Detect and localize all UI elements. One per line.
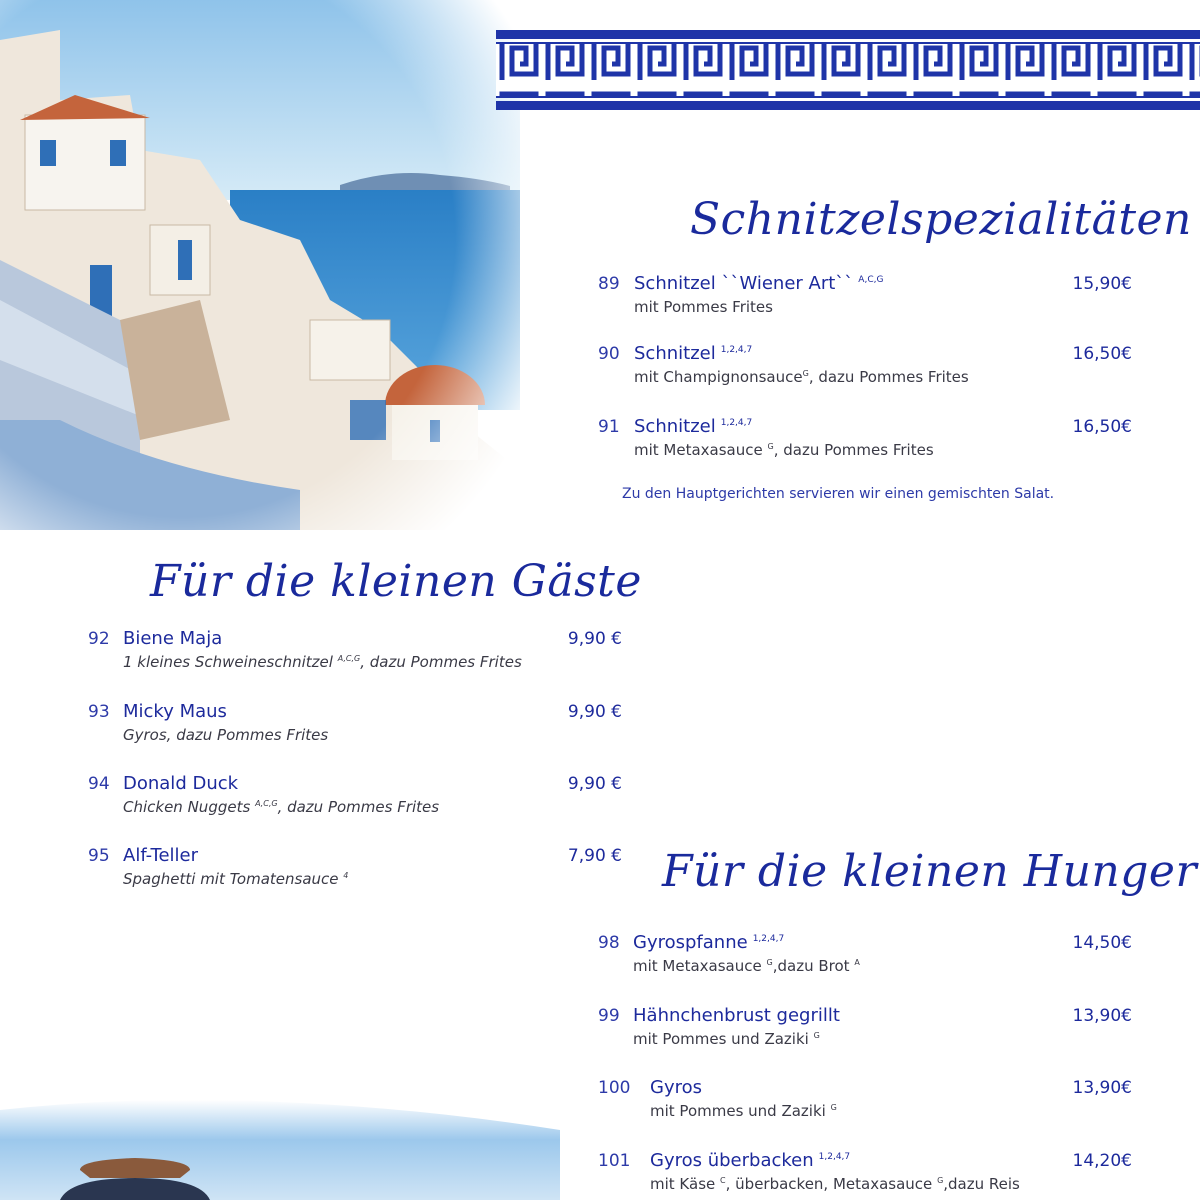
- menu-item: [598, 1006, 1138, 1056]
- item-name: Gyrospfanne $^{1,2,4,7}$: [633, 932, 785, 953]
- menu-item: [598, 1151, 1138, 1200]
- item-name: Hähnchenbrust gegrillt: [633, 1005, 840, 1026]
- item-description: Gyros, dazu Pommes Frites: [123, 726, 329, 744]
- item-name: Alf-Teller: [123, 845, 198, 866]
- item-number: 91: [598, 417, 620, 437]
- item-number: 89: [598, 274, 620, 294]
- item-price: 14,50€: [1072, 933, 1132, 953]
- item-number: 94: [88, 774, 110, 794]
- item-description: 1 kleines Schweineschnitzel $^{A,C,G}$, dazu Pommes Frites: [123, 653, 522, 671]
- item-name: Donald Duck: [123, 773, 239, 794]
- item-name: Gyros: [650, 1077, 702, 1098]
- menu-item: [598, 274, 1138, 324]
- menu-item: [88, 629, 628, 679]
- item-number: 90: [598, 344, 620, 364]
- item-description: mit Metaxasauce $^G$, dazu Pommes Frites: [634, 441, 934, 459]
- item-number: 95: [88, 846, 110, 866]
- item-price: 7,90 €: [567, 846, 622, 866]
- menu-item: [598, 344, 1138, 394]
- item-number: 98: [598, 933, 620, 953]
- item-name: Schnitzel $^{1,2,4,7}$: [634, 416, 753, 437]
- item-price: 13,90€: [1072, 1078, 1132, 1098]
- menu-item: [88, 774, 628, 824]
- item-description: mit Pommes und Zaziki $^G$: [650, 1102, 837, 1120]
- item-description: mit Champignonsauce$^G$, dazu Pommes Frites: [634, 368, 969, 386]
- menu-item: [598, 1078, 1138, 1128]
- item-description: Spaghetti mit Tomatensauce $^4$: [123, 870, 349, 888]
- item-name: Schnitzel $^{1,2,4,7}$: [634, 343, 753, 364]
- item-price: 13,90€: [1072, 1006, 1132, 1026]
- menu-item: [88, 702, 628, 752]
- item-price: 15,90€: [1072, 274, 1132, 294]
- schnitzel-section-title: Schnitzelspezialitäten: [690, 194, 1192, 245]
- item-number: 101: [598, 1151, 631, 1171]
- item-description: mit Käse $^C$, überbacken, Metaxasauce $^G$,dazu Reis: [650, 1175, 1020, 1193]
- item-number: 92: [88, 629, 110, 649]
- greek-vase-watercolor-image: [0, 1090, 560, 1200]
- item-name: Schnitzel ``Wiener Art`` $^{A,C,G}$: [634, 273, 884, 294]
- item-number: 100: [598, 1078, 631, 1098]
- kids-section-title: Für die kleinen Gäste: [150, 556, 642, 607]
- menu-item: [88, 846, 628, 896]
- greek-island-watercolor-image: [0, 0, 520, 530]
- item-price: 14,20€: [1072, 1151, 1132, 1171]
- item-description: mit Pommes Frites: [634, 298, 773, 316]
- item-description: mit Metaxasauce $^G$,dazu Brot $^A$: [633, 957, 860, 975]
- item-number: 99: [598, 1006, 620, 1026]
- item-price: 9,90 €: [567, 774, 622, 794]
- item-number: 93: [88, 702, 110, 722]
- item-description: mit Pommes und Zaziki $^G$: [633, 1030, 820, 1048]
- item-name: Micky Maus: [123, 701, 227, 722]
- hunger-section-title: Für die kleinen Hunger: [662, 846, 1197, 897]
- item-price: 16,50€: [1072, 417, 1132, 437]
- salad-note: Zu den Hauptgerichten servieren wir einen gemischten Salat.: [622, 486, 1055, 502]
- item-description: Chicken Nuggets $^{A,C,G}$, dazu Pommes Frites: [123, 798, 440, 816]
- menu-item: [598, 933, 1138, 983]
- item-price: 9,90 €: [567, 629, 622, 649]
- greek-key-meander-border: [496, 30, 1200, 110]
- item-price: 16,50€: [1072, 344, 1132, 364]
- item-name: Gyros überbacken $^{1,2,4,7}$: [650, 1150, 851, 1171]
- item-name: Biene Maja: [123, 628, 223, 649]
- item-price: 9,90 €: [567, 702, 622, 722]
- menu-item: [598, 417, 1138, 467]
